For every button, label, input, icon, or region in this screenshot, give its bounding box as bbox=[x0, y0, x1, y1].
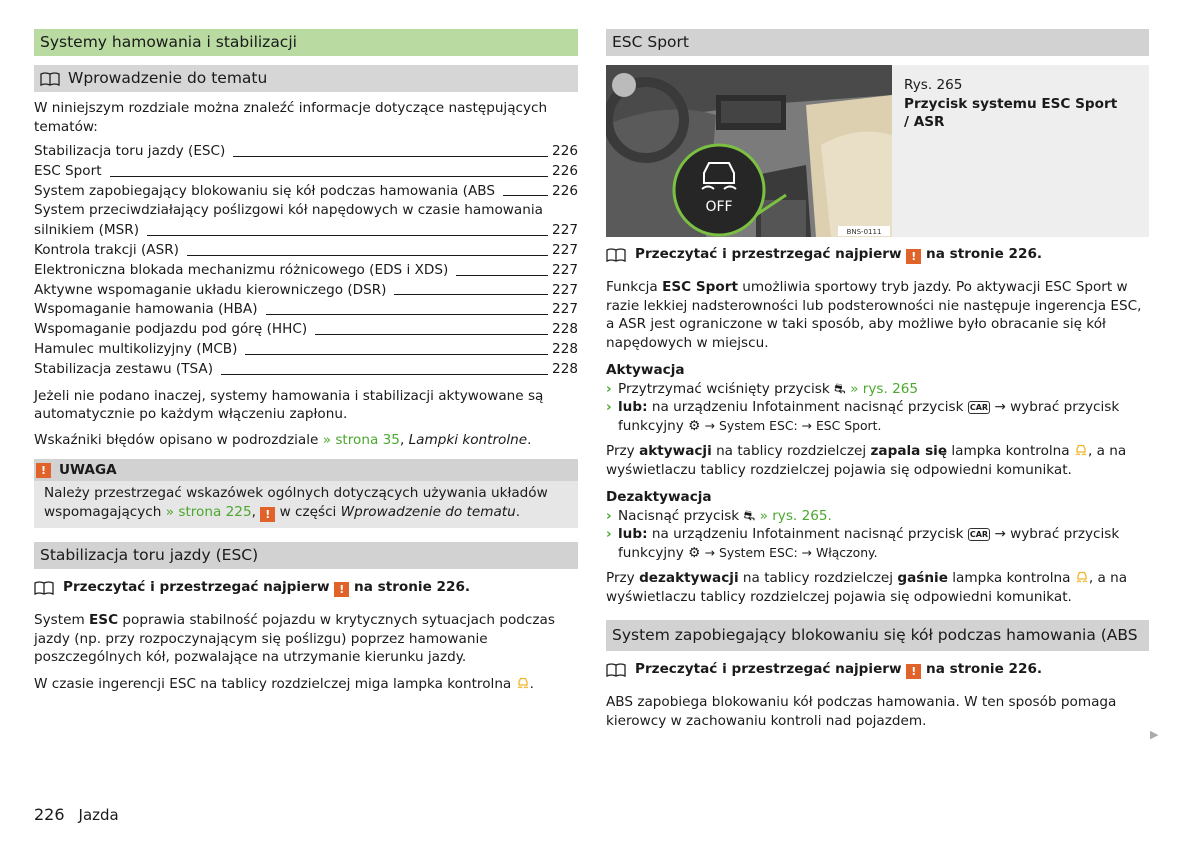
esc-button-icon: ⛐ bbox=[834, 380, 846, 397]
toc-leader-line bbox=[266, 314, 549, 315]
toc-item-page: 228 bbox=[552, 340, 578, 357]
esc-button-icon: ⛐ bbox=[743, 507, 756, 524]
activation-paragraph: Przy aktywacji na tablicy rozdzielczej zapala się lampka kontrolna , a na wyświetlaczu tablicy rozdzielczej pojawia się odpowiedni komunikat. bbox=[606, 443, 1127, 478]
esc-warning-lamp-icon bbox=[1075, 570, 1089, 584]
warning-header bbox=[34, 459, 578, 481]
toc-item-page: 226 bbox=[552, 143, 578, 159]
esc-heading: Stabilizacja toru jazdy (ESC) bbox=[34, 542, 578, 569]
esc-warning-lamp-icon bbox=[516, 676, 530, 690]
fig-265-link[interactable]: » rys. 265 bbox=[850, 380, 919, 397]
read-first-note: Przeczytać i przestrzegać najpierw ! na stronie 226. bbox=[34, 579, 578, 597]
esc-paragraph-2: W czasie ingerencji ESC na tablicy rozdzielczej miga lampka kontrolna . bbox=[34, 675, 534, 692]
toc-item[interactable] bbox=[34, 182, 578, 202]
warning-icon: ! bbox=[906, 249, 921, 264]
toc-item-page: 227 bbox=[552, 301, 578, 318]
toc-item-label: ESC Sport bbox=[34, 162, 102, 179]
activation-step-2: › lub: na urządzeniu Infotainment nacisnąć przycisk CAR → wybrać przycisk funkcyjny ⚙ → System ESC: → ESC Sport. bbox=[606, 399, 1120, 434]
esc-paragraph-1: System ESC poprawia stabilność pojazdu w krytycznych sytuacjach podczas jazdy (np. przy rozpoczynającym się poślizgu) poprzez hamowanie poszczególnych kół, pozwalające na utrzymanie kierunku jazdy. bbox=[34, 612, 555, 666]
activation-paragraph: Jeżeli nie podano inaczej, systemy hamowania i stabilizacji aktywowane są automatycznie po każdym włączeniu zapłonu. bbox=[34, 387, 544, 423]
toc-list bbox=[34, 142, 578, 380]
warning-text: Należy przestrzegać wskazówek ogólnych dotyczących używania układów wspomagających » strona 225, ! w części Wprowadzenie do tematu. bbox=[44, 485, 548, 521]
warning-box bbox=[34, 459, 578, 528]
esc-button-photo bbox=[606, 65, 892, 237]
book-icon bbox=[40, 72, 60, 86]
toc-item-page: 227 bbox=[552, 281, 578, 298]
book-icon bbox=[606, 663, 626, 677]
esc-sport-heading: ESC Sport bbox=[606, 29, 1149, 56]
abs-paragraph: ABS zapobiega blokowaniu kół podczas hamowania. W ten sposób pomaga kierowcy w zachowaniu kontroli nad pojazdem. bbox=[606, 694, 1117, 729]
fig-265-link[interactable]: » rys. 265. bbox=[759, 507, 832, 524]
warning-icon: ! bbox=[334, 582, 349, 597]
toc-item-label: Wspomaganie hamowania (HBA) bbox=[34, 301, 258, 318]
warning-icon-inline: ! bbox=[260, 507, 275, 522]
toc-leader-line bbox=[315, 334, 548, 335]
chapter-title: Systemy hamowania i stabilizacji bbox=[34, 29, 578, 56]
read-first-note: Przeczytać i przestrzegać najpierw ! na stronie 226. bbox=[606, 246, 1149, 264]
esc-sport-intro: Funkcja ESC Sport umożliwia sportowy tryb jazdy. Po aktywacji ESC Sport w razie lekkiej nadsterowności lub podsterowności nie następuje ingerencja ESC, a ASR jest ograniczone w taki sposób, aby możliwe było obracanie się kół napędowych w miejscu. bbox=[606, 279, 1142, 351]
deactivation-step-2: › lub: na urządzeniu Infotainment nacisnąć przycisk CAR → wybrać przycisk funkcyjny ⚙ → System ESC: → Włączony. bbox=[606, 526, 1120, 561]
activation-step-1: › Przytrzymać wciśnięty przycisk ⛐ » rys. 265 bbox=[606, 380, 919, 397]
toc-item[interactable] bbox=[34, 300, 578, 320]
toc-item-label: Wspomaganie podjazdu pod górę (HHC) bbox=[34, 321, 308, 338]
car-interior-illustration bbox=[606, 65, 892, 237]
toc-item[interactable] bbox=[34, 162, 578, 182]
car-button-icon: CAR bbox=[969, 403, 989, 412]
deactivation-title: Dezaktywacja bbox=[606, 489, 712, 505]
toc-item[interactable] bbox=[34, 281, 578, 301]
toc-leader-line bbox=[221, 374, 548, 375]
toc-item-label: System zapobiegający blokowaniu się kół podczas hamowania (ABS bbox=[34, 182, 495, 199]
toc-item-page: 228 bbox=[552, 321, 578, 338]
bullet-arrow-icon: › bbox=[606, 526, 612, 542]
footer-section: Jazda bbox=[78, 806, 119, 824]
toc-leader-line bbox=[187, 255, 548, 256]
toc-item-line: System przeciwdziałający poślizgowi kół napędowych w czasie hamowania bbox=[34, 202, 543, 219]
toc-item-label: Stabilizacja zestawu (TSA) bbox=[34, 360, 214, 377]
figure-265 bbox=[606, 65, 1149, 237]
intro-heading-bar bbox=[34, 65, 578, 92]
toc-leader-line bbox=[456, 275, 548, 276]
settings-icon: ⚙ bbox=[688, 417, 701, 434]
warning-icon: ! bbox=[36, 463, 51, 478]
figure-title: Przycisk systemu ESC Sport / ASR bbox=[904, 95, 1118, 130]
toc-item[interactable] bbox=[34, 241, 578, 261]
image-code: BNS-0111 bbox=[846, 228, 882, 236]
toc-item[interactable] bbox=[34, 340, 578, 360]
settings-icon: ⚙ bbox=[688, 544, 701, 561]
continue-arrow-icon: ▶ bbox=[1150, 728, 1159, 741]
toc-leader-line bbox=[394, 294, 548, 295]
toc-item[interactable] bbox=[34, 261, 578, 281]
toc-item-page: 227 bbox=[552, 222, 578, 239]
car-button-icon: CAR bbox=[969, 530, 989, 539]
toc-item-page: 226 bbox=[552, 162, 578, 179]
intro-heading: Wprowadzenie do tematu bbox=[68, 69, 268, 87]
toc-item-label: Stabilizacja toru jazdy (ESC) bbox=[34, 143, 226, 159]
toc-item[interactable] bbox=[34, 221, 578, 241]
page-225-link[interactable]: » strona 225 bbox=[165, 503, 252, 520]
esc-warning-lamp-icon bbox=[1074, 443, 1088, 457]
read-first-note: Przeczytać i przestrzegać najpierw ! na stronie 226. bbox=[606, 661, 1149, 679]
toc-leader-line bbox=[147, 235, 548, 236]
toc-item-label: Aktywne wspomaganie układu kierowniczego (DSR) bbox=[34, 281, 387, 298]
bullet-arrow-icon: › bbox=[606, 399, 612, 415]
toc-item-page: 227 bbox=[552, 261, 578, 278]
toc-item-label: silnikiem (MSR) bbox=[34, 222, 140, 239]
toc-leader-line bbox=[245, 354, 548, 355]
activation-title: Aktywacja bbox=[606, 362, 685, 378]
toc-leader-line bbox=[503, 195, 548, 196]
bullet-arrow-icon: › bbox=[606, 380, 612, 397]
off-label: OFF bbox=[705, 199, 733, 215]
toc-item-label: Hamulec multikolizyjny (MCB) bbox=[34, 340, 238, 357]
deactivation-step-1: › Nacisnąć przycisk ⛐ » rys. 265. bbox=[606, 507, 832, 524]
warning-icon: ! bbox=[906, 664, 921, 679]
intro-text: W niniejszym rozdziale można znaleźć informacje dotyczące następujących tematów: bbox=[34, 100, 548, 135]
toc-item-page: 228 bbox=[552, 360, 578, 377]
toc-item[interactable] bbox=[34, 360, 578, 380]
abs-heading: System zapobiegający blokowaniu się kół podczas hamowania (ABS bbox=[606, 620, 1149, 651]
page-number: 226 bbox=[34, 805, 65, 824]
toc-item[interactable] bbox=[34, 320, 578, 340]
toc-leader-line bbox=[110, 176, 549, 177]
toc-leader-line bbox=[233, 156, 548, 157]
warning-title: UWAGA bbox=[59, 462, 117, 479]
bullet-arrow-icon: › bbox=[606, 507, 612, 524]
figure-caption bbox=[892, 65, 1124, 237]
toc-item[interactable] bbox=[34, 142, 578, 162]
book-icon bbox=[34, 581, 54, 595]
deactivation-paragraph: Przy dezaktywacji na tablicy rozdzielczej gaśnie lampka kontrolna , a na wyświetlaczu tablicy rozdzielczej pojawia się odpowiedni komunikat. bbox=[606, 570, 1128, 605]
right-column bbox=[606, 29, 1149, 730]
left-column bbox=[34, 29, 578, 693]
book-icon bbox=[606, 248, 626, 262]
errors-paragraph: Wskaźniki błędów opisano w podrozdziale » strona 35, Lampki kontrolne. bbox=[34, 431, 532, 448]
figure-number: Rys. 265 bbox=[904, 77, 963, 93]
page-footer bbox=[34, 805, 119, 824]
toc-item-page: 226 bbox=[552, 182, 578, 199]
toc-item-label: Elektroniczna blokada mechanizmu różnicowego (EDS i XDS) bbox=[34, 261, 449, 278]
toc-item-label: Kontrola trakcji (ASR) bbox=[34, 241, 179, 258]
page-35-link[interactable]: » strona 35 bbox=[322, 431, 400, 448]
toc-item-page: 227 bbox=[552, 241, 578, 258]
